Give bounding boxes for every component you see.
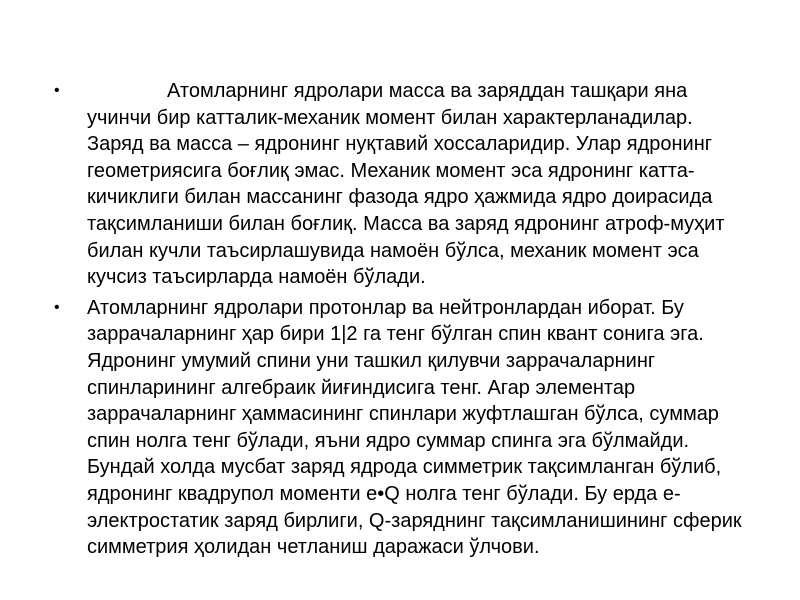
paragraph-text: Атомларнинг ядролари протонлар ва нейтронлардан иборат. Бу заррачаларнинг ҳар бири 1|2 га тенг бўлган спин квант сонига эга. Ядронинг умумий спини уни ташкил қилувчи заррачаларнинг спинларининг алгебраик йиғиндисига тенг. Агар элементар заррачаларнинг ҳаммасининг спинлари жуфтлашган бўлса, суммар спин нолга тенг бўлади, яъни ядро суммар спинга эга бўлмайди. Бундай холда мусбат заряд ядрода симметрик тақсимланган бўлиб, ядронинг квадрупол моменти e•Q нолга тенг бўлади. Бу ерда е-электростатик заряд бирлиги, Q-заряднинг тақсимланишининг сферик симметрия ҳолидан четланиш даражаси ўлчови. (87, 296, 742, 559)
bullet-item-1 (52, 78, 752, 291)
paragraph-text: Атомларнинг ядролари масса ва заряддан ташқари яна учинчи бир катталик-механик момент билан характерланадилар. Заряд ва масса – ядронинг нуқтавий хоссаларидир. Улар ядронинг геометриясига боғлиқ эмас. Механик момент эса ядронинг катта-кичиклиги билан массанинг фазода ядро ҳажмида ядро доирасида тақсимланиши билан боғлиқ. Масса ва заряд ядронинг атроф-муҳит билан кучли таъсирлашувида намоён бўлса, механик момент эса кучсиз таъсирларда намоён бўлади. (87, 80, 725, 289)
bullet-list (52, 78, 752, 565)
bullet-item-2 (52, 295, 752, 561)
bullet-dot: • (54, 82, 60, 99)
bullet-dot: • (54, 298, 60, 316)
